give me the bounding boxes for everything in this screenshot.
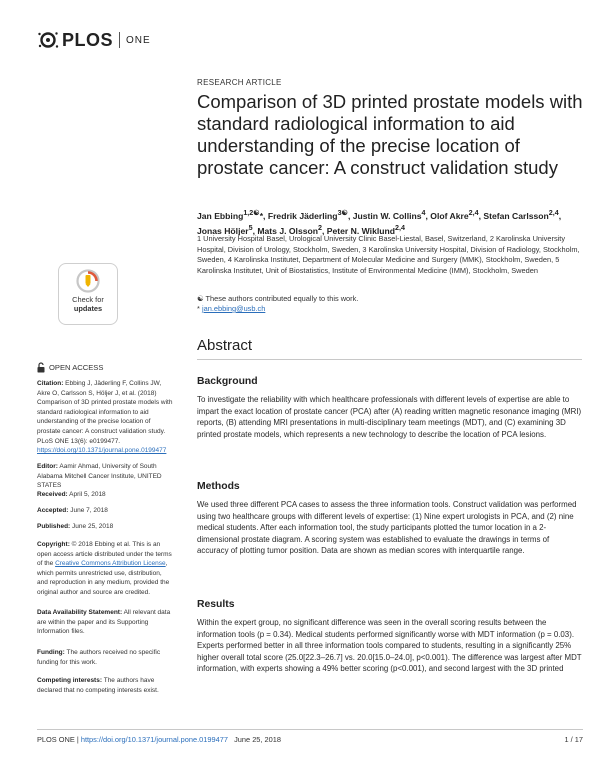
funding-label: Funding:: [37, 649, 65, 656]
corresponding-email-link[interactable]: jan.ebbing@usb.ch: [201, 304, 266, 313]
equal-contribution-note: ☯ These authors contributed equally to this work.: [197, 294, 359, 303]
data-availability-block: [37, 608, 173, 637]
funding-text: The authors received no specific funding for this work.: [37, 649, 161, 666]
author-ebbing[interactable]: Jan Ebbing: [197, 210, 244, 221]
affiliations: 1 University Hospital Basel, Urological University Clinic Basel-Liestal, Basel, Switzerland, 2 Karolinska University Hospital, Division of Urology, Stockholm, Sweden, 3 Karolinska University Hospital, Division of Radiology, Stockholm, Sweden, 4 Karolinska Institutet, Department of Molecular Medicine and Surgery (MMK), Stockholm, Sweden, 5 Karolinska Institutet, Unit of Biostatistics, Institute of Environmental Medicine (IMM), Stockholm, Sweden: [197, 234, 580, 275]
author-sup: 2,4: [394, 223, 405, 232]
logo-journal: ONE: [126, 34, 151, 46]
email-marker: *: [197, 304, 200, 313]
results-heading: Results: [197, 599, 235, 610]
crossmark-line1: Check for: [72, 295, 104, 304]
background-text: To investigate the reliability with which healthcare professionals with different levels of expertise are able to impart the exact location of prostate cancer (PCA) after (A) reading written magnetic resonance imaging (MRI) reports, (B) attending MRI presentations in multi-disciplinary team meetings (MDT), and (C) examining 3D printed prostate models, which represents a new technology to describe the location of PCA lesions.: [197, 395, 582, 439]
competing-interests-label: Competing interests:: [37, 677, 103, 684]
cc-license-link[interactable]: Creative Commons Attribution License: [55, 560, 166, 568]
page-number: 1 / 17: [564, 735, 583, 744]
accepted-block: [37, 506, 173, 516]
author-list: Jan Ebbing$^{1,2☯}$*, Fredrik Jäderling$^{3☯}$, Justin W. Collins$^4$, Olof Akre$^{2,4}$, Stefan Carlsson$^{2,4}$, Jonas Höljer$^5$, Mats J. Olsson$^2$, Peter N. Wiklund$^{2,4}$: [197, 209, 562, 236]
copyright-block: [37, 540, 173, 598]
author-text[interactable]: *, Fredrik Jäderling: [259, 210, 338, 221]
footer-doi-link[interactable]: https://doi.org/10.1371/journal.pone.0199477: [80, 735, 228, 744]
plos-logo: [37, 30, 151, 50]
open-lock-icon: [37, 362, 45, 373]
competing-interests-block: [37, 676, 173, 695]
citation-block: [37, 379, 173, 456]
citation-label: Citation:: [37, 380, 64, 387]
crossmark-label: [72, 296, 104, 313]
background-heading: Background: [197, 376, 258, 387]
author-text[interactable]: , Mats J. Olsson: [252, 225, 319, 236]
check-for-updates-badge[interactable]: [58, 263, 118, 325]
article-type: RESEARCH ARTICLE: [197, 78, 282, 87]
published-block: [37, 522, 173, 532]
article-title: Comparison of 3D printed prostate models with standard radiological information to aid understanding of the precise location of prostate cancer: A construct validation study: [197, 91, 583, 178]
citation-text: Ebbing J, Jäderling F, Collins JW, Akre O, Carlsson S, Höljer J, et al. (2018) Comparison of 3D printed prostate models with standard radiological information to aid understanding of the precise location of prostate cancer: A construct validation study. PLoS ONE 13(6): e0199477.: [37, 380, 173, 445]
accepted-date: June 7, 2018: [70, 507, 108, 514]
author-text[interactable]: , Stefan Carlsson: [478, 210, 549, 221]
methods-text: We used three different PCA cases to assess the three information tools. Construct validation was performed using two healthcare groups with different levels of expertise: (1) Nine expert urologists in PCA, and (2) nine medical students. After each information tool, the study participants plotted the tumor location in a 2-dimensional prostate diagram. A scoring system was established to evaluate the drawings in terms of accuracy of plotting tumor position. Data are shown as median scores with interquartile range.: [197, 500, 577, 556]
footer-citation: [37, 735, 281, 744]
logo-divider: [119, 32, 120, 48]
open-access-badge: [37, 362, 103, 373]
footer-journal: PLOS ONE: [37, 735, 75, 744]
logo-text: PLOS: [62, 29, 114, 50]
received-date: April 5, 2018: [69, 491, 106, 498]
editor-text: Aamir Ahmad, University of South Alabama Mitchell Cancer Institute, UNITED STATES: [37, 463, 162, 490]
abstract-divider: [197, 359, 582, 360]
author-sup: 1,2☯: [243, 209, 260, 217]
copyright-label: Copyright:: [37, 541, 70, 548]
editor-label: Editor:: [37, 463, 58, 470]
open-access-label: OPEN ACCESS: [49, 363, 104, 372]
footer-separator: |: [74, 735, 81, 744]
data-availability-text: All relevant data are within the paper and its Supporting Information files.: [37, 609, 171, 636]
author-sup: 2: [318, 223, 322, 232]
author-holjer[interactable]: Jonas Höljer: [197, 225, 249, 236]
author-sup: 2,4: [548, 209, 559, 217]
author-notes: [197, 294, 582, 314]
plos-logo-icon: [37, 30, 59, 50]
author-text[interactable]: , Peter N. Wiklund: [322, 225, 395, 236]
data-availability-label: Data Availability Statement:: [37, 609, 123, 616]
footer-date: June 25, 2018: [234, 735, 281, 744]
crossmark-line2: updates: [73, 303, 103, 313]
footer-divider: [37, 729, 583, 730]
published-date: June 25, 2018: [72, 523, 114, 530]
abstract-heading: Abstract: [197, 337, 253, 354]
competing-interests-text: The authors have declared that no competing interests exist.: [37, 677, 159, 694]
citation-doi-link[interactable]: https://doi.org/10.1371/journal.pone.0199477: [37, 447, 167, 455]
author-sup: 5: [248, 223, 253, 232]
results-text: Within the expert group, no significant difference was seen in the overall scoring results between the information tools (p = 0.34). Medical students performed significantly worse with MDT information (p = 0.03). Experts performed better in all three information tools compared to students, resulting in a significantly 25% higher overall total score (25.0[22.3–26.7] vs. 20.0[15.0–24.0], p<0.001). The difference was largest after MDT information, with experts showing a 49% better scoring (p<0.001), and second largest with the 3D printed: [197, 618, 582, 674]
page-footer: [37, 735, 583, 744]
editor-block: [37, 462, 173, 491]
crossmark-icon: [76, 269, 100, 293]
accepted-label: Accepted:: [37, 507, 69, 514]
received-block: [37, 490, 173, 500]
copyright-text-2: , which permits unrestricted use, distribution, and reproduction in any medium, provided the original author and source are credited.: [37, 560, 170, 596]
author-text[interactable]: , Olof Akre: [425, 210, 469, 221]
author-sup: 2,4: [468, 209, 479, 217]
author-text[interactable]: , Justin W. Collins: [347, 210, 422, 221]
received-label: Received:: [37, 491, 68, 498]
methods-heading: Methods: [197, 481, 240, 492]
author-sup: 4: [421, 209, 426, 217]
funding-block: [37, 648, 173, 667]
published-label: Published:: [37, 523, 71, 530]
copyright-text: © 2018 Ebbing et al. This is an open access article distributed under the terms of the: [37, 541, 172, 568]
author-sup: 3☯: [337, 209, 348, 217]
